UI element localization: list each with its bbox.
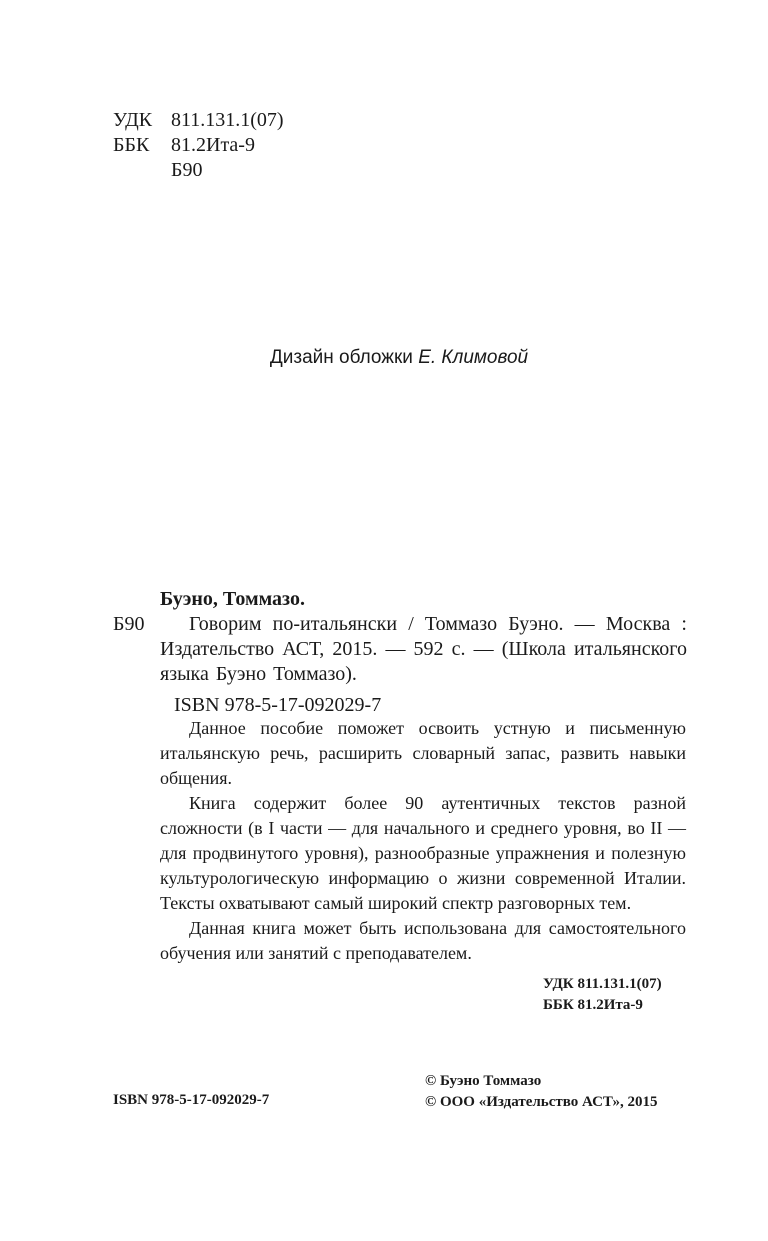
bbk-row <box>113 133 284 158</box>
annotation <box>160 716 686 966</box>
copyright-author: © Буэно Томмазо <box>425 1073 542 1089</box>
copyright-publisher: © ООО «Издательство АСТ», 2015 <box>425 1094 658 1110</box>
cover-design-credit <box>0 345 768 371</box>
udk-index: УДК 811.131.1(07) <box>543 976 662 992</box>
bibliographic-record <box>113 587 687 719</box>
copyright-block <box>425 1071 658 1113</box>
entry-author-sign: Б90 <box>113 613 145 635</box>
bbk-index: ББК 81.2Ита-9 <box>543 997 643 1013</box>
classification-block <box>113 108 284 183</box>
udk-value: 811.131.1(07) <box>171 109 284 131</box>
author-heading: Буэно, Томмазо. <box>160 588 305 610</box>
udk-row <box>113 108 284 133</box>
author-sign: Б90 <box>171 159 203 181</box>
bibliographic-entry <box>113 612 687 687</box>
cover-credit-prefix: Дизайн обложки <box>269 347 413 368</box>
bbk-label: ББК <box>113 134 150 156</box>
isbn-line: ISBN 978-5-17-092029-7 <box>174 694 382 716</box>
footer-isbn: ISBN 978-5-17-092029-7 <box>113 1092 270 1108</box>
spacer <box>113 158 171 183</box>
udk-label: УДК <box>113 109 153 131</box>
bibliographic-description: Говорим по-итальянски / Томмазо Буэно. — Москва : Издательство АСТ, 2015. — 592 с. — (Школа итальянского языка Буэно Томмазо). <box>160 613 687 685</box>
annotation-paragraph: Данное пособие поможет освоить устную и письменную итальянскую речь, расширить словарный запас, развить навыки общения. <box>160 718 686 788</box>
annotation-paragraph: Книга содержит более 90 аутентичных текстов разной сложности (в I части — для начального и среднего уровня, во II — для продвинутого уровня), разнообразные упражнения и полезную культурологическую информацию о жизни современной Италии. Тексты охватывают самый широкий спектр разговорных тем. <box>160 793 686 913</box>
author-sign-row <box>113 158 284 183</box>
cover-designer-name: Е. Климовой <box>418 347 529 368</box>
annotation-paragraph: Данная книга может быть использована для самостоятельного обучения или занятий с преподавателем. <box>160 918 686 963</box>
index-block <box>543 974 662 1016</box>
bbk-value: 81.2Ита-9 <box>171 134 255 156</box>
